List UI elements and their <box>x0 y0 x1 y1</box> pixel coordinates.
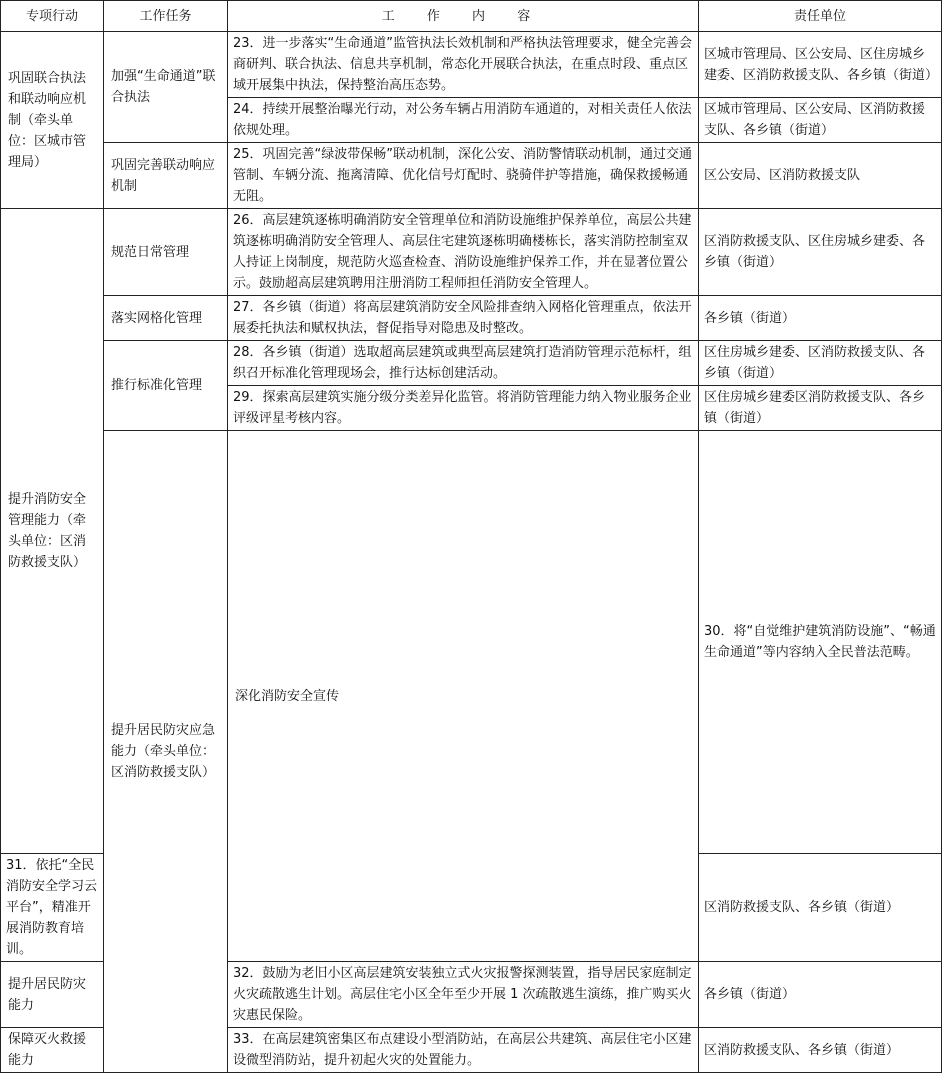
content-cell: 32．鼓励为老旧小区高层建筑安装独立式火灾报警探测装置，指导居民家庭制定火灾疏散逃生计划。高层住宅小区全年至少开展 1 次疏散逃生演练，推广购买火灾惠民保险。 <box>228 962 699 1028</box>
header-action: 专项行动 <box>1 1 104 32</box>
unit-cell: 区消防救援支队、各乡镇（街道） <box>699 854 942 962</box>
task-cell: 保障灭火救援能力 <box>1 1028 104 1073</box>
unit-cell: 区住房城乡建委、区消防救援支队、各乡镇（街道） <box>699 341 942 386</box>
task-cell: 规范日常管理 <box>104 209 228 296</box>
unit-cell: 区消防救援支队、各乡镇（街道） <box>699 1028 942 1073</box>
content-cell: 23．进一步落实“生命通道”监管执法长效机制和严格执法管理要求，健全完善会商研判、联合执法、信息共享机制，常态化开展联合执法，在重点时段、重点区域开展集中执法，保持整治高压态势。 <box>228 32 699 98</box>
task-cell: 加强“生命通道”联合执法 <box>104 32 228 143</box>
content-cell: 28．各乡镇（街道）选取超高层建筑或典型高层建筑打造消防管理示范标杆，组织召开标准化管理现场会，推行达标创建活动。 <box>228 341 699 386</box>
content-cell: 26．高层建筑逐栋明确消防安全管理单位和消防设施维护保养单位，高层公共建筑逐栋明确消防安全管理人、高层住宅建筑逐栋明确楼栋长，落实消防控制室双人持证上岗制度，规范防火巡查检查、消防设施维护保养工作，并在显著位置公示。鼓励超高层建筑聘用注册消防工程师担任消防安全管理人。 <box>228 209 699 296</box>
table-header-row <box>1 1 942 32</box>
content-cell: 30．将“自觉维护建筑消防设施”、“畅通生命通道”等内容纳入全民普法范畴。 <box>699 431 942 854</box>
task-cell: 落实网格化管理 <box>104 296 228 341</box>
unit-cell: 区城市管理局、区公安局、区住房城乡建委、区消防救援支队、各乡镇（街道） <box>699 32 942 98</box>
content-cell: 24．持续开展整治曝光行动，对公务车辆占用消防车通道的，对相关责任人依法依规处理。 <box>228 98 699 143</box>
content-cell: 33．在高层建筑密集区布点建设小型消防站，在高层公共建筑、高层住宅小区建设微型消防站，提升初起火灾的处置能力。 <box>228 1028 699 1073</box>
content-cell: 29．探索高层建筑实施分级分类差异化监管。将消防管理能力纳入物业服务企业评级评星考核内容。 <box>228 386 699 431</box>
table-row <box>1 341 942 386</box>
header-unit: 责任单位 <box>699 1 942 32</box>
unit-cell: 区住房城乡建委区消防救援支队、各乡镇（街道） <box>699 386 942 431</box>
table-row <box>1 209 942 296</box>
unit-cell: 各乡镇（街道） <box>699 296 942 341</box>
content-cell: 27．各乡镇（街道）将高层建筑消防安全风险排查纳入网格化管理重点，依法开展委托执法和赋权执法，督促指导对隐患及时整改。 <box>228 296 699 341</box>
table-row <box>1 32 942 98</box>
table-row <box>1 431 942 854</box>
category-cell: 提升居民防灾应急能力（牵头单位：区消防救援支队） <box>104 431 228 1073</box>
header-content: 工 作 内 容 <box>228 1 699 32</box>
task-cell: 推行标准化管理 <box>104 341 228 431</box>
unit-cell: 区城市管理局、区公安局、区消防救援支队、各乡镇（街道） <box>699 98 942 143</box>
category-cell: 提升消防安全管理能力（牵头单位：区消防救援支队） <box>1 209 104 854</box>
unit-cell: 区公安局、区消防救援支队 <box>699 143 942 209</box>
task-cell: 深化消防安全宣传 <box>228 431 699 962</box>
task-cell: 提升居民防灾能力 <box>1 962 104 1028</box>
unit-cell: 各乡镇（街道） <box>699 962 942 1028</box>
unit-cell: 区消防救援支队、区住房城乡建委、各乡镇（街道） <box>699 209 942 296</box>
category-cell: 巩固联合执法和联动响应机制（牵头单位：区城市管理局） <box>1 32 104 209</box>
task-cell: 巩固完善联动响应机制 <box>104 143 228 209</box>
table-row <box>1 143 942 209</box>
header-task: 工作任务 <box>104 1 228 32</box>
table-row <box>1 296 942 341</box>
content-cell: 25．巩固完善“绿波带保畅”联动机制，深化公安、消防警情联动机制，通过交通管制、车辆分流、拖离清障、优化信号灯配时、骁骑伴护等措施，确保救援畅通无阻。 <box>228 143 699 209</box>
content-cell: 31．依托“全民消防安全学习云平台”，精准开展消防教育培训。 <box>1 854 104 962</box>
